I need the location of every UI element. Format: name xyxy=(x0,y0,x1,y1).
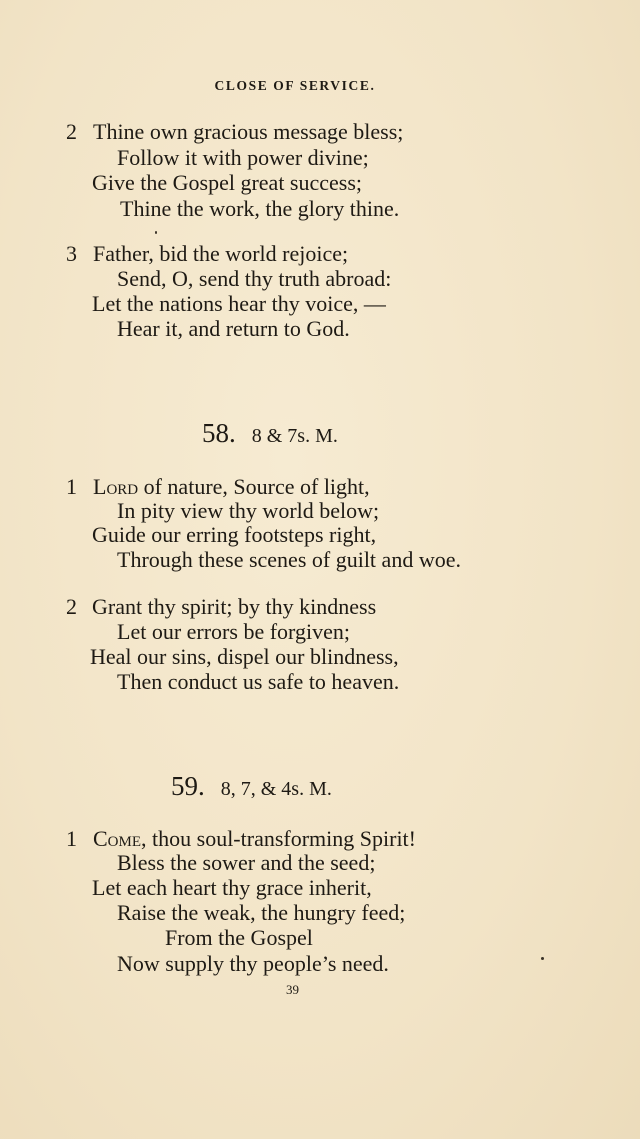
verse-line: Thine own gracious message bless; xyxy=(93,119,404,144)
hymn-meter: 8, 7, & 4s. M. xyxy=(220,778,332,800)
verse-line: Grant thy spirit; by thy kindness xyxy=(92,594,377,619)
verse-line: Send, O, send thy truth abroad: xyxy=(117,266,392,291)
hymn-heading xyxy=(171,771,332,802)
first-word-smallcaps: Lord xyxy=(93,474,139,499)
running-header: CLOSE OF SERVICE. xyxy=(214,78,376,93)
verse-line: Heal our sins, dispel our blindness, xyxy=(90,644,399,669)
verse-line: Let the nations hear thy voice, — xyxy=(92,291,386,316)
print-speck xyxy=(155,231,157,234)
verse-number: 3 xyxy=(66,241,77,266)
verse-number: 2 xyxy=(66,594,77,619)
verse-number: 2 xyxy=(66,119,77,144)
verse-line: In pity view thy world below; xyxy=(117,498,380,523)
verse-line: Let our errors be forgiven; xyxy=(117,619,350,644)
verse-line: Father, bid the world rejoice; xyxy=(93,241,349,266)
verse-line: Thine the work, the glory thine. xyxy=(120,196,400,221)
verse-line: Bless the sower and the seed; xyxy=(117,850,376,875)
line-remainder: of nature, Source of light, xyxy=(138,474,370,499)
verse-number: 1 xyxy=(66,826,77,851)
hymn-number: 59. xyxy=(171,771,205,801)
verse-line xyxy=(93,474,370,500)
print-speck xyxy=(541,957,544,960)
verse-line: Now supply thy people’s need. xyxy=(117,951,389,976)
verse-line: Through these scenes of guilt and woe. xyxy=(117,547,461,572)
hymn-heading xyxy=(202,418,338,449)
hymn-number: 58. xyxy=(202,418,236,448)
hymn-meter: 8 & 7s. M. xyxy=(251,425,338,447)
page-number: 39 xyxy=(286,982,299,997)
verse-line xyxy=(93,826,416,852)
verse-line: Guide our erring footsteps right, xyxy=(92,522,377,547)
line-remainder: , thou soul-transforming Spirit! xyxy=(141,826,416,851)
verse-line: Give the Gospel great success; xyxy=(92,170,363,195)
verse-line: Then conduct us safe to heaven. xyxy=(117,669,400,694)
verse-line: Raise the weak, the hungry feed; xyxy=(117,900,406,925)
verse-line: Let each heart thy grace inherit, xyxy=(92,875,372,900)
first-word-smallcaps: Come xyxy=(93,826,142,851)
verse-number: 1 xyxy=(66,474,77,499)
verse-line: Hear it, and return to God. xyxy=(117,316,350,341)
verse-line: From the Gospel xyxy=(165,925,313,950)
verse-line: Follow it with power divine; xyxy=(117,145,369,170)
